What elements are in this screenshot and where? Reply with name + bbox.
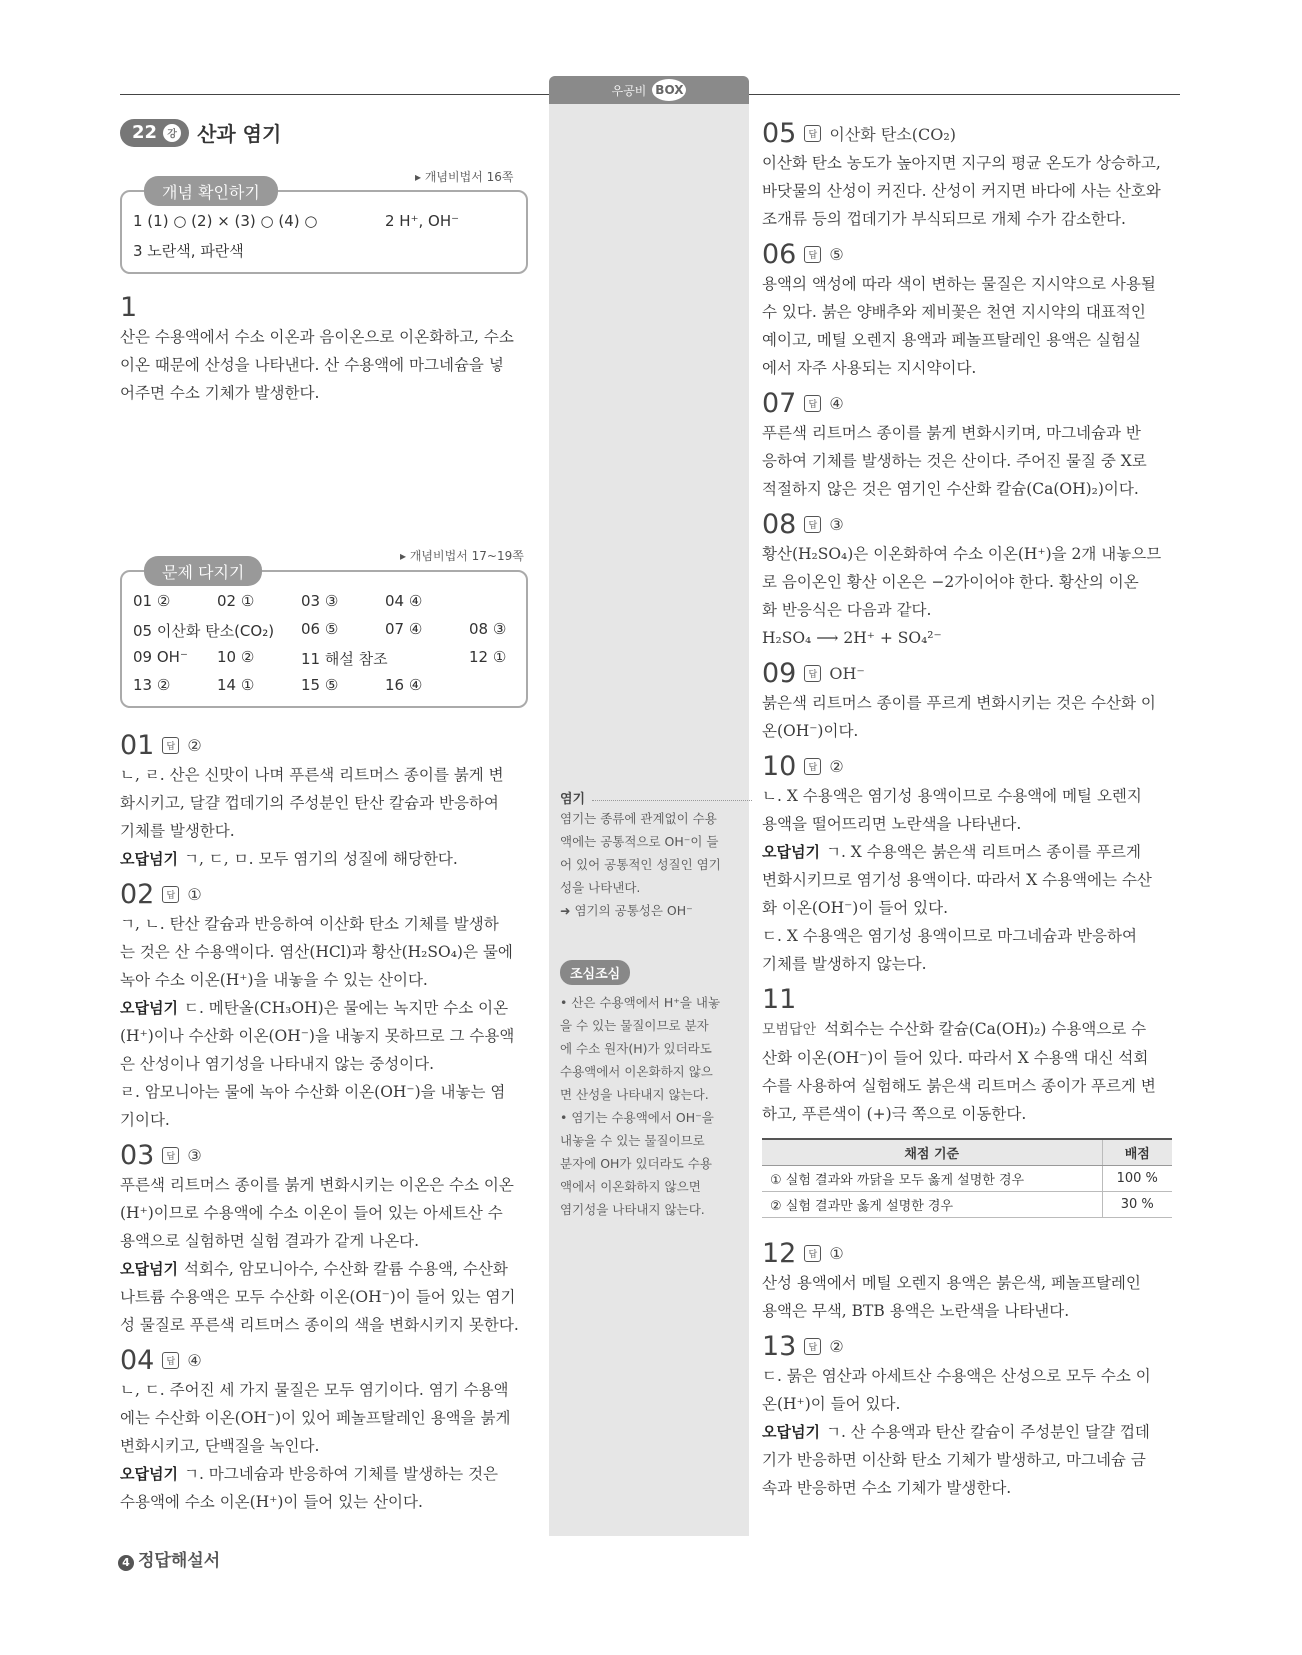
q09-line: 온(OH⁻)이다. [762,722,859,740]
q08-line: 황산(H₂SO₄)은 이온화하여 수소 이온(H⁺)을 2개 내놓으므 [762,545,1162,563]
q13-wrong-line: 속과 반응하면 수소 기체가 발생한다. [762,1478,1012,1497]
concept-ref: ▸ 개념비법서 16쪽 [415,170,514,184]
score-criterion: ① 실험 결과와 까닭을 모두 옳게 설명한 경우 [762,1165,1102,1191]
score-row [762,1191,1172,1217]
q01-head [120,730,532,761]
q13-number: 13 [762,1330,797,1362]
box-badge: BOX [652,79,686,101]
q02-answer: ① [187,885,202,904]
answer-icon: 답 [162,1352,179,1369]
wrong-label: 오답넘기 [120,1260,178,1278]
concept-line1b: 2 H⁺, OH⁻ [385,212,460,230]
lesson-heading [120,118,530,147]
q10-answer: ② [829,757,844,776]
q06-answer: ⑤ [829,245,844,264]
q03-answer: ③ [187,1146,202,1165]
careful-line: • 염기는 수용액에서 OH⁻을 [560,1110,714,1125]
q11-head [762,984,1182,1015]
left-column [120,118,530,147]
problem-cell: 09 OH⁻ [133,648,188,666]
q08-line: 화 반응식은 다음과 같다. [762,601,932,619]
answer-icon: 답 [804,665,821,682]
q07-line: 푸른색 리트머스 종이를 붉게 변화시키며, 마그네슘과 반 [762,424,1141,442]
q09-answer: OH⁻ [829,664,865,683]
q07-head [762,388,1182,419]
wrong-label: 오답넘기 [762,1422,820,1441]
q1-line: 산은 수용액에서 수소 이온과 음이온으로 이온화하고, 수소 [120,328,514,346]
careful-line: • 산은 수용액에서 H⁺을 내놓 [560,995,721,1010]
q13-line: ㄷ. 묽은 염산과 아세트산 수용액은 산성으로 모두 수소 이 [762,1366,1151,1385]
q04-wrong-line: 수용액에 수소 이온(H⁺)이 들어 있는 산이다. [120,1493,423,1511]
answer-icon: 답 [162,1147,179,1164]
q13-answer: ② [829,1336,844,1356]
q02-wrong-line: ㄹ. 암모니아는 물에 녹아 수산화 이온(OH⁻)을 내놓는 염 [120,1083,506,1101]
wrong-label: 오답넘기 [762,843,820,861]
q12-answer: ① [829,1243,844,1263]
sidebar-note-arrow: ➜ 염기의 공통성은 OH⁻ [560,903,693,918]
problem-ref: ▸ 개념비법서 17~19쪽 [400,549,524,563]
q07-line: 적절하지 않은 것은 염기인 수산화 칼슘(Ca(OH)₂)이다. [762,480,1139,498]
q07-line: 응하여 기체를 발생하는 것은 산이다. 주어진 물질 중 X로 [762,452,1147,470]
q06-number: 06 [762,239,797,270]
careful-line: 내놓을 수 있는 물질이므로 [560,1133,705,1148]
q03-wrong-line: 성 물질로 푸른색 리트머스 종이의 색을 변화시키지 못한다. [120,1316,519,1334]
q12-number: 12 [762,1237,797,1269]
left-answers [120,724,532,1516]
q13-wrong [762,1418,1182,1446]
problem-cell: 01 ② [133,592,171,610]
q11-model-text: 석회수는 수산화 칼슘(Ca(OH)₂) 수용액으로 수 [824,1020,1147,1038]
sidebar-header [549,76,749,104]
sidebar-note-line: 액에는 공통적으로 OH⁻이 들 [560,834,719,849]
q01-wrong [120,845,532,873]
q03-wrong-line: 나트륨 수용액은 모두 수산화 이온(OH⁻)이 들어 있는 염기 [120,1288,516,1306]
problem-cell: 12 ① [469,648,507,666]
q12-line: 산성 용액에서 메틸 오렌지 용액은 붉은색, 페놀프탈레인 [762,1273,1141,1292]
problem-cell: 08 ③ [469,620,507,638]
q04-line: 에는 수산화 이온(OH⁻)이 있어 페놀프탈레인 용액을 붉게 [120,1409,511,1427]
concept-line2: 3 노란색, 파란색 [133,242,244,260]
q03-head [120,1140,532,1171]
q04-wrong [120,1460,532,1488]
q02-line: 는 것은 산 수용액이다. 염산(HCl)과 황산(H₂SO₄)은 물에 [120,943,513,961]
careful-line: 분자에 OH가 있더라도 수용 [560,1156,712,1171]
q05-answer: 이산화 탄소(CO₂) [829,125,956,144]
q13-head [762,1331,1182,1362]
q01-line: 기체를 발생한다. [120,822,235,840]
q02-line: 녹아 수소 이온(H⁺)을 내놓을 수 있는 산이다. [120,971,428,989]
q1-line: 이온 때문에 산성을 나타낸다. 산 수용액에 마그네슘을 넣 [120,356,504,374]
careful-line: 염기성을 나타내지 않는다. [560,1202,705,1217]
q06-line: 예이고, 메틸 오렌지 용액과 페놀프탈레인 용액은 실험실 [762,331,1141,349]
sidebar-note [560,788,745,922]
q12-line: 용액은 무색, BTB 용액은 노란색을 나타낸다. [762,1301,1070,1320]
q09-head [762,658,1182,689]
page-number: 4 [118,1555,134,1571]
q11-line: 수를 사용하여 실험해도 붉은색 리트머스 종이가 푸르게 변 [762,1077,1156,1095]
q08-number: 08 [762,509,797,540]
q02-wrong-line: 은 산성이나 염기성을 나타내지 않는 중성이다. [120,1055,435,1073]
q01-answer: ② [187,736,202,755]
answer-icon: 답 [162,737,179,754]
q09-number: 09 [762,658,797,689]
problem-cell: 16 ④ [385,676,423,694]
problem-cell: 04 ④ [385,592,423,610]
q06-line: 용액의 액성에 따라 색이 변하는 물질은 지시약으로 사용될 [762,275,1156,293]
lesson-title: 산과 염기 [197,122,282,146]
q02-number: 02 [120,879,155,910]
answer-icon: 답 [804,246,821,263]
q03-line: (H⁺)이므로 수용액에 수소 이온이 들어 있는 아세트산 수 [120,1204,503,1222]
problem-cell: 02 ① [217,592,255,610]
model-answer-label: 모범답안 [762,1022,817,1038]
q13-wrong-text: ㄱ. 산 수용액과 탄산 칼슘이 주성분인 달걀 껍데 [825,1422,1150,1441]
q10-number: 10 [762,751,797,782]
q03-number: 03 [120,1140,155,1171]
careful-line: 을 수 있는 물질이므로 분자 [560,1018,709,1033]
answer-icon: 답 [804,1245,821,1262]
q01-line: ㄴ, ㄹ. 산은 신맛이 나며 푸른색 리트머스 종이를 붉게 변 [120,766,504,784]
q07-answer: ④ [829,394,844,413]
lesson-number: 22 [132,122,158,143]
q02-line: ㄱ, ㄴ. 탄산 칼슘과 반응하여 이산화 탄소 기체를 발생하 [120,915,499,933]
q04-wrong-text: ㄱ. 마그네슘과 반응하여 기체를 발생하는 것은 [183,1465,499,1483]
sidebar-note-line: 염기는 종류에 관계없이 수용 [560,811,717,826]
q11-number: 11 [762,984,797,1015]
q03-wrong [120,1255,532,1283]
q05-line: 조개류 등의 껍데기가 부식되므로 개체 수가 감소한다. [762,210,1126,228]
q09-line: 붉은색 리트머스 종이를 푸르게 변화시키는 것은 수산화 이 [762,694,1156,712]
sidebar-header-label: 우공비 [611,83,647,98]
careful-line: 액에서 이온화하지 않으면 [560,1179,701,1194]
q1-number: 1 [120,292,138,323]
q05-line: 이산화 탄소 농도가 높아지면 지구의 평균 온도가 상승하고, [762,154,1161,172]
score-header: 배점 [1102,1139,1172,1165]
careful-note [560,960,745,1221]
q12-head [762,1238,1182,1269]
q05-head [762,118,1182,149]
q13-line: 온(H⁺)이 들어 있다. [762,1394,901,1413]
careful-badge: 조심조심 [560,960,630,985]
score-table [762,1138,1172,1218]
problem-cell: 13 ② [133,676,171,694]
q10-wrong-line: ㄷ. X 수용액은 염기성 용액이므로 마그네슘과 반응하여 [762,927,1137,945]
q1-block [120,292,530,407]
q07-number: 07 [762,388,797,419]
q08-equation: H₂SO₄ ⟶ 2H⁺ + SO₄²⁻ [762,629,942,647]
q1-line: 어주면 수소 기체가 발생한다. [120,384,320,402]
q06-line: 수 있다. 붉은 양배추와 제비꽃은 천연 지시약의 대표적인 [762,303,1146,321]
q10-line: 용액을 떨어뜨리면 노란색을 나타낸다. [762,815,1022,833]
q10-wrong [762,838,1182,866]
problem-cell: 10 ② [217,648,255,666]
careful-line: 면 산성을 나타내지 않는다. [560,1087,709,1102]
wrong-label: 오답넘기 [120,850,178,868]
score-header: 채점 기준 [762,1139,1102,1165]
problem-cell: 03 ③ [301,592,339,610]
q04-line: 변화시키고, 단백질을 녹인다. [120,1437,320,1455]
q04-line: ㄴ, ㄷ. 주어진 세 가지 물질은 모두 염기이다. 염기 수용액 [120,1381,509,1399]
sidebar-note-title: 염기 [560,792,586,807]
q01-line: 화시키고, 달걀 껍데기의 주성분인 탄산 칼슘과 반응하여 [120,794,499,812]
q08-line: 로 음이온인 황산 이온은 −2가이어야 한다. 황산의 이온 [762,573,1139,591]
page-footer [118,1546,220,1571]
score-criterion: ② 실험 결과만 옳게 설명한 경우 [762,1191,1102,1217]
wrong-label: 오답넘기 [120,1465,178,1483]
q13-wrong-line: 기가 반응하면 이산화 탄소 기체가 발생하고, 마그네슘 금 [762,1450,1146,1469]
q02-wrong [120,994,532,1022]
q08-answer: ③ [829,515,844,534]
q06-line: 에서 자주 사용되는 지시약이다. [762,359,977,377]
concept-ref-text: 개념비법서 16쪽 [424,170,514,184]
answer-icon: 답 [804,516,821,533]
q02-wrong-text: ㄷ. 메탄올(CH₃OH)은 물에는 녹지만 수소 이온 [183,999,509,1017]
careful-line: 에 수소 원자(H)가 있더라도 [560,1041,712,1056]
problem-cell: 15 ⑤ [301,676,339,694]
lesson-unit: 강 [163,124,181,142]
q03-line: 푸른색 리트머스 종이를 붉게 변화시키는 이온은 수소 이온 [120,1176,514,1194]
sidebar-note-line: 어 있어 공통적인 성질인 염기 [560,857,721,872]
q01-wrong-text: ㄱ, ㄷ, ㅁ. 모두 염기의 성질에 해당한다. [183,850,458,868]
q10-head [762,751,1182,782]
problem-cell: 05 이산화 탄소(CO₂) [133,622,275,640]
q04-number: 04 [120,1345,155,1376]
q03-wrong-text: 석회수, 암모니아수, 수산화 칼륨 수용액, 수산화 [183,1260,508,1278]
score-points: 30 % [1102,1191,1172,1217]
problem-cell: 06 ⑤ [301,620,339,638]
q11-line: 산화 이온(OH⁻)이 들어 있다. 따라서 X 수용액 대신 석회 [762,1049,1149,1067]
q02-wrong-line: (H⁺)이나 수산화 이온(OH⁻)을 내놓지 못하므로 그 수용액 [120,1027,515,1045]
q02-wrong-line: 기이다. [120,1111,170,1129]
answer-icon: 답 [804,395,821,412]
q10-wrong-line: 변화시키므로 염기성 용액이다. 따라서 X 수용액에는 수산 [762,871,1152,889]
q04-answer: ④ [187,1351,202,1370]
footer-title: 정답해설서 [138,1551,221,1571]
right-answers [762,112,1182,1502]
score-row [762,1165,1172,1191]
q10-wrong-line: 화 이온(OH⁻)이 들어 있다. [762,899,948,917]
answer-icon: 답 [804,125,821,142]
problem-box-label: 문제 다지기 [144,556,262,586]
q11-line: 하고, 푸른색이 (+)극 쪽으로 이동한다. [762,1105,1027,1123]
q02-head [120,879,532,910]
problem-cell: 11 해설 참조 [301,650,388,668]
q05-number: 05 [762,118,797,149]
q10-wrong-text: ㄱ. X 수용액은 붉은색 리트머스 종이를 푸르게 [825,843,1142,861]
score-points: 100 % [1102,1165,1172,1191]
q01-number: 01 [120,730,155,761]
q08-head [762,509,1182,540]
wrong-label: 오답넘기 [120,999,178,1017]
answer-icon: 답 [804,1338,821,1355]
score-table-header [762,1139,1172,1165]
concept-line1a: 1 (1) ○ (2) × (3) ○ (4) ○ [133,212,318,230]
concept-box-label: 개념 확인하기 [144,176,278,206]
q10-line: ㄴ. X 수용액은 염기성 용액이므로 수용액에 메틸 오렌지 [762,787,1142,805]
sidebar-note-line: 성을 나타낸다. [560,880,641,895]
q05-line: 바닷물의 산성이 커진다. 산성이 커지면 바다에 사는 산호와 [762,182,1161,200]
lesson-badge [120,119,189,147]
answer-icon: 답 [162,886,179,903]
q11-model [762,1015,1182,1044]
q03-line: 용액으로 실험하면 실험 결과가 같게 나온다. [120,1232,420,1250]
answer-icon: 답 [804,758,821,775]
problem-cell: 14 ① [217,676,255,694]
problem-cell: 07 ④ [385,620,423,638]
problem-ref-text: 개념비법서 17~19쪽 [409,549,524,563]
q06-head [762,239,1182,270]
careful-line: 수용액에서 이온화하지 않으 [560,1064,713,1079]
q04-head [120,1345,532,1376]
q10-wrong-line: 기체를 발생하지 않는다. [762,955,927,973]
